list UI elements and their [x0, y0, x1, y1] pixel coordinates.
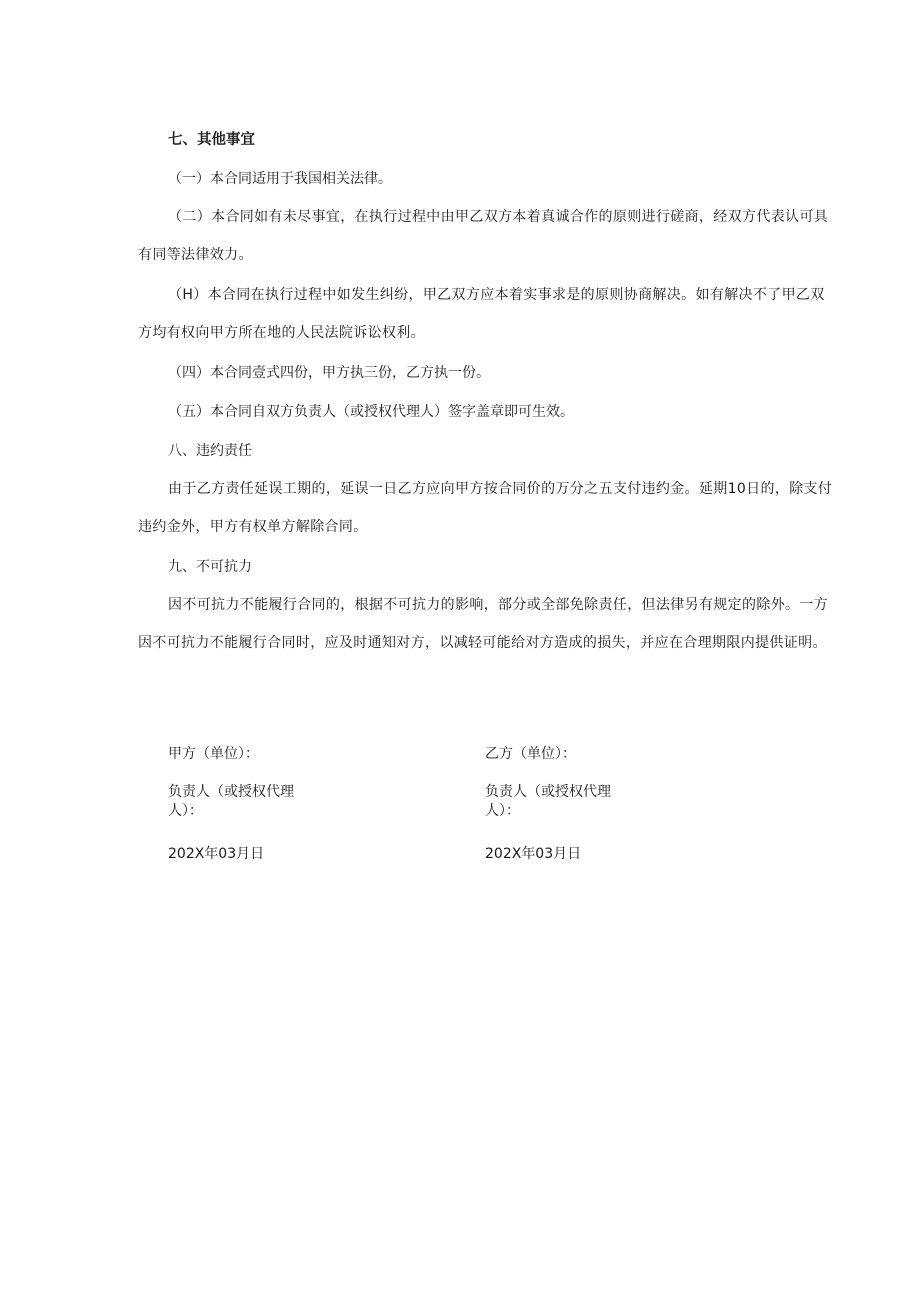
section-8-body-block	[138, 470, 838, 546]
party-b-unit: 乙方（单位）：	[485, 746, 576, 762]
section-7-item-3: （H）本合同在执行过程中如发生纠纷，甲乙双方应本着实事求是的原则协商解决。如有解决不了甲乙双方均有权向甲方所在地的人民法院诉讼权利。	[138, 287, 825, 341]
section-7-title: 七、其他事宜	[168, 132, 255, 148]
section-9-body: 因不可抗力不能履行合同的，根据不可抗力的影响，部分或全部免除责任，但法律另有规定的除外。一方因不可抗力不能履行合同时，应及时通知对方，以减轻可能给对方造成的损失，并应在合理期限内提供证明。	[138, 597, 829, 651]
section-8-title: 八、违约责任	[168, 443, 252, 459]
section-7-item-5: （五）本合同自双方负责人（或授权代理人）签字盖章即可生效。	[168, 404, 574, 420]
party-a-unit: 甲方（单位）：	[168, 746, 259, 762]
section-7-item-1: （一）本合同适用于我国相关法律。	[168, 171, 392, 187]
party-b-date: 202X年03月日	[485, 846, 582, 862]
section-9-title: 九、不可抗力	[168, 559, 252, 575]
section-7-item-4: （四）本合同壹式四份，甲方执三份，乙方执一份。	[168, 365, 490, 381]
party-a-date: 202X年03月日	[168, 846, 265, 862]
party-b-rep: 负责人（或授权代理人）：	[485, 784, 611, 819]
party-a-rep: 负责人（或授权代理人）：	[168, 784, 294, 819]
section-7-item-3-block	[138, 276, 838, 352]
section-7-item-2-block	[138, 198, 838, 274]
section-8-body: 由于乙方责任延误工期的，延误一日乙方应向甲方按合同价的万分之五支付违约金。延期10日的，除支付违约金外，甲方有权单方解除合同。	[138, 481, 833, 535]
section-7-item-2: （二）本合同如有未尽事宜，在执行过程中由甲乙双方本着真诚合作的原则进行磋商，经双方代表认可具有同等法律效力。	[138, 209, 829, 263]
section-9-body-block	[138, 586, 838, 662]
